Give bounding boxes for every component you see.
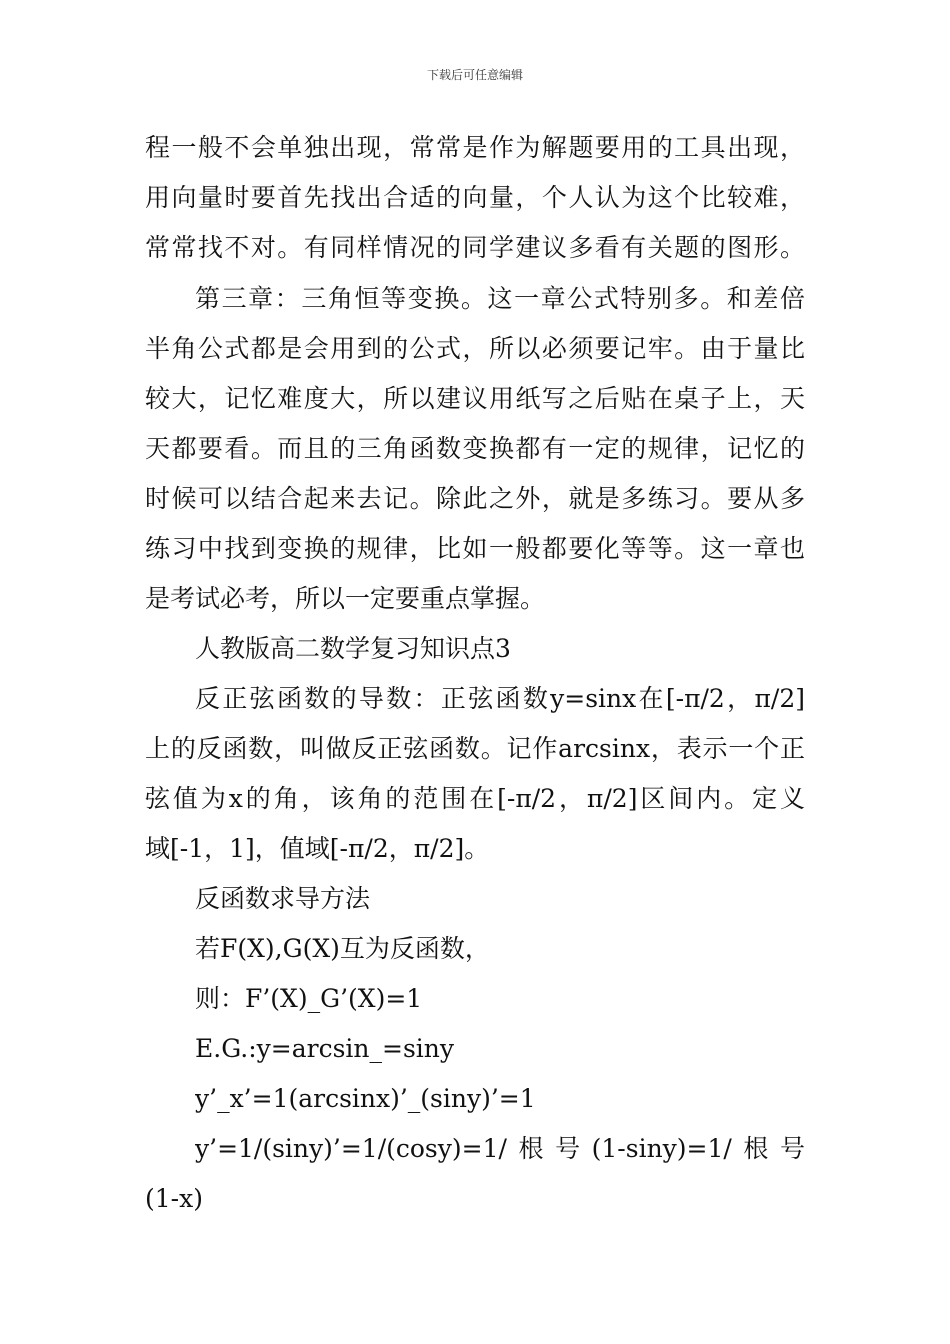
text-line: (1-x) xyxy=(145,1184,203,1213)
text-line: 第三章：三角恒等变换。这一章公式特别多。和差倍 xyxy=(195,284,805,313)
text-line: 程一般不会单独出现，常常是作为解题要用的工具出现， xyxy=(145,133,805,162)
text-line: E.G.:y=arcsin_=siny xyxy=(195,1034,454,1063)
text-line: 天都要看。而且的三角函数变换都有一定的规律，记忆的 xyxy=(145,434,805,463)
text-line: 练习中找到变换的规律，比如一般都要化等等。这一章也 xyxy=(145,534,805,563)
text-line: 反正弦函数的导数：正弦函数y=sinx在[-π/2，π/2] xyxy=(195,684,805,713)
section-heading: 人教版高二数学复习知识点3 xyxy=(195,634,511,663)
text-line: 是考试必考，所以一定要重点掌握。 xyxy=(145,584,546,613)
text-line: y’=1/(siny)’=1/(cosy)=1/根号(1-siny)=1/根号 xyxy=(195,1134,805,1163)
text-line: 反函数求导方法 xyxy=(195,884,371,913)
text-line: 时候可以结合起来去记。除此之外，就是多练习。要从多 xyxy=(145,484,805,513)
text-line: 域[-1，1]，值域[-π/2，π/2]。 xyxy=(145,834,490,863)
text-line: 若F(X),G(X)互为反函数， xyxy=(195,934,490,963)
page-header-note: 下载后可任意编辑 xyxy=(426,68,523,82)
text-line: 则：F’(X)_G’(X)=1 xyxy=(195,984,423,1013)
text-line: 上的反函数，叫做反正弦函数。记作arcsinx，表示一个正 xyxy=(145,734,805,763)
text-line: 用向量时要首先找出合适的向量，个人认为这个比较难， xyxy=(145,183,805,212)
text-line: 常常找不对。有同样情况的同学建议多看有关题的图形。 xyxy=(145,233,805,262)
text-line: 弦值为x的角，该角的范围在[-π/2，π/2]区间内。定义 xyxy=(145,784,805,813)
text-line: 较大，记忆难度大，所以建议用纸写之后贴在桌子上，天 xyxy=(145,384,805,413)
text-line: 半角公式都是会用到的公式，所以必须要记牢。由于量比 xyxy=(145,334,805,363)
text-line: y’_x’=1(arcsinx)’_(siny)’=1 xyxy=(195,1084,536,1113)
